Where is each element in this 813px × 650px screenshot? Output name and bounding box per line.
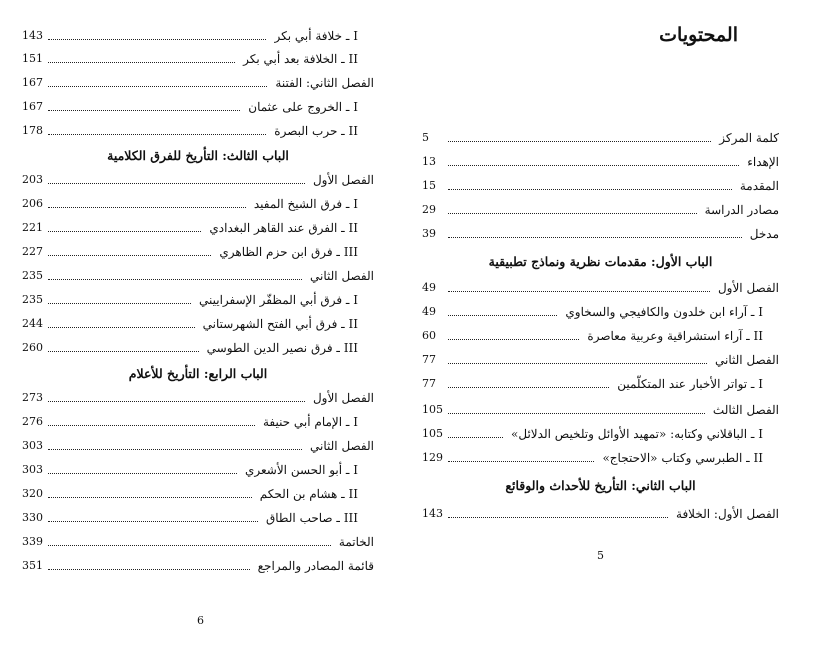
entry-page-number: 13 <box>422 155 436 168</box>
section-heading: الباب الثالث: التأريخ للفرق الكلامية <box>107 148 289 163</box>
dot-leader <box>448 291 710 292</box>
entry-title: II ـ الطبرسي وكتاب «الاحتجاج» <box>602 451 763 465</box>
dot-leader <box>448 413 705 414</box>
entry-page-number: 330 <box>22 511 43 524</box>
section-heading: الباب الأول: مقدمات نظرية ونماذج تطبيقية <box>488 254 713 269</box>
dot-leader <box>48 401 305 402</box>
dot-leader <box>48 134 266 135</box>
toc-entry[interactable] <box>422 502 779 522</box>
entry-title: I ـ فرق الشيخ المفيد <box>253 197 358 211</box>
dot-leader <box>448 165 739 166</box>
toc-entry[interactable] <box>422 348 779 368</box>
entry-title: I ـ فرق أبي المظفّر الإسفراييني <box>199 293 358 307</box>
entry-title: II ـ الفرق عند القاهر البغدادي <box>209 221 358 235</box>
left-page <box>0 0 400 650</box>
entry-title: مصادر الدراسة <box>704 203 779 217</box>
toc-subentry[interactable] <box>22 192 374 212</box>
toc-subentry[interactable] <box>422 372 779 392</box>
dot-leader <box>48 497 252 498</box>
toc-subentry[interactable] <box>22 312 374 332</box>
page-number: 5 <box>597 549 604 562</box>
page-title: المحتويات <box>659 24 738 46</box>
page-number: 6 <box>197 614 204 627</box>
entry-title: III ـ صاحب الطاق <box>265 511 358 525</box>
dot-leader <box>448 339 579 340</box>
toc-subentry[interactable] <box>22 119 374 139</box>
entry-page-number: 39 <box>422 227 436 240</box>
entry-title: الخاتمة <box>338 535 374 549</box>
dot-leader <box>48 39 266 40</box>
entry-title: الفصل الثاني <box>310 269 374 283</box>
entry-title: I ـ الخروج على عثمان <box>248 100 358 114</box>
right-page <box>410 0 813 650</box>
entry-title: المقدمة <box>739 179 779 193</box>
entry-page-number: 129 <box>422 451 443 464</box>
toc-entry[interactable] <box>22 168 374 188</box>
dot-leader <box>448 213 697 214</box>
dot-leader <box>448 437 503 438</box>
toc-entry[interactable] <box>422 276 779 296</box>
entry-page-number: 235 <box>22 269 43 282</box>
dot-leader <box>48 207 246 208</box>
entry-page-number: 167 <box>22 100 43 113</box>
entry-page-number: 339 <box>22 535 43 548</box>
dot-leader <box>448 189 732 190</box>
entry-page-number: 105 <box>422 403 443 416</box>
toc-entry[interactable] <box>422 222 779 242</box>
entry-page-number: 5 <box>422 131 429 144</box>
entry-page-number: 15 <box>422 179 436 192</box>
toc-subentry[interactable] <box>422 324 779 344</box>
entry-page-number: 77 <box>422 353 436 366</box>
entry-page-number: 178 <box>22 124 43 137</box>
entry-page-number: 151 <box>22 52 43 65</box>
toc-subentry[interactable] <box>22 336 374 356</box>
toc-entry[interactable] <box>22 530 374 550</box>
entry-page-number: 276 <box>22 415 43 428</box>
entry-title: I ـ آراء ابن خلدون والكافيجي والسخاوي <box>565 305 763 319</box>
entry-title: كلمة المركز <box>719 131 779 145</box>
toc-subentry[interactable] <box>22 410 374 430</box>
entry-page-number: 351 <box>22 559 43 572</box>
entry-page-number: 260 <box>22 341 43 354</box>
entry-page-number: 227 <box>22 245 43 258</box>
section-heading: الباب الثاني: التأريخ للأحداث والوقائع <box>505 478 696 493</box>
entry-title: III ـ فرق ابن حزم الظاهري <box>219 245 358 259</box>
entry-page-number: 244 <box>22 317 43 330</box>
toc-subentry[interactable] <box>22 47 374 67</box>
entry-title: I ـ الباقلاني وكتابه: «تمهيد الأوائل وتلخيص الدلائل» <box>511 427 763 441</box>
entry-page-number: 29 <box>422 203 436 216</box>
toc-subentry[interactable] <box>22 24 374 44</box>
entry-page-number: 203 <box>22 173 43 186</box>
dot-leader <box>48 521 258 522</box>
dot-leader <box>48 425 255 426</box>
entry-page-number: 77 <box>422 377 436 390</box>
toc-subentry[interactable] <box>422 422 779 442</box>
dot-leader <box>48 473 237 474</box>
entry-title: الفصل الأول <box>312 391 374 405</box>
dot-leader <box>48 183 305 184</box>
toc-subentry[interactable] <box>22 482 374 502</box>
entry-page-number: 105 <box>422 427 443 440</box>
dot-leader <box>48 86 267 87</box>
toc-entry[interactable] <box>422 398 779 418</box>
toc-entry[interactable] <box>422 174 779 194</box>
entry-title: II ـ فرق أبي الفتح الشهرستاني <box>202 317 358 331</box>
entry-page-number: 235 <box>22 293 43 306</box>
entry-title: II ـ حرب البصرة <box>274 124 358 138</box>
toc-entry[interactable] <box>22 434 374 454</box>
dot-leader <box>448 141 711 142</box>
entry-title: II ـ الخلافة بعد أبي بكر <box>243 52 358 66</box>
entry-title: الفصل الثاني <box>715 353 779 367</box>
entry-page-number: 303 <box>22 463 43 476</box>
entry-title: الفصل الأول <box>717 281 779 295</box>
entry-page-number: 320 <box>22 487 43 500</box>
entry-page-number: 49 <box>422 281 436 294</box>
toc-entry[interactable] <box>422 126 779 146</box>
dot-leader <box>48 303 191 304</box>
toc-entry[interactable] <box>422 150 779 170</box>
dot-leader <box>448 387 609 388</box>
toc-subentry[interactable] <box>422 446 779 466</box>
entry-title: الفصل الثاني <box>310 439 374 453</box>
dot-leader <box>48 449 302 450</box>
dot-leader <box>48 327 195 328</box>
dot-leader <box>48 545 331 546</box>
toc-entry[interactable] <box>22 554 374 574</box>
entry-title: الفصل الثاني: الفتنة <box>275 76 374 90</box>
entry-page-number: 167 <box>22 76 43 89</box>
entry-page-number: 143 <box>22 29 43 42</box>
entry-title: I ـ تواتر الأخبار عند المتكلّمين <box>617 377 763 391</box>
dot-leader <box>448 315 557 316</box>
toc-entry[interactable] <box>22 71 374 91</box>
section-heading: الباب الرابع: التأريخ للأعلام <box>128 366 268 381</box>
dot-leader <box>48 231 201 232</box>
entry-title: II ـ هشام بن الحكم <box>259 487 358 501</box>
toc-subentry[interactable] <box>22 458 374 478</box>
entry-title: مدخل <box>749 227 779 241</box>
toc-subentry[interactable] <box>22 216 374 236</box>
entry-title: الفصل الثالث <box>712 403 779 417</box>
entry-page-number: 303 <box>22 439 43 452</box>
dot-leader <box>48 255 211 256</box>
entry-page-number: 221 <box>22 221 43 234</box>
toc-subentry[interactable] <box>22 288 374 308</box>
dot-leader <box>48 351 199 352</box>
entry-page-number: 273 <box>22 391 43 404</box>
entry-title: I ـ خلافة أبي بكر <box>274 29 358 43</box>
entry-title: الإهداء <box>747 155 779 169</box>
dot-leader <box>448 517 668 518</box>
toc-entry[interactable] <box>422 198 779 218</box>
dot-leader <box>448 237 742 238</box>
toc-subentry[interactable] <box>422 300 779 320</box>
toc-subentry[interactable] <box>22 506 374 526</box>
dot-leader <box>48 62 235 63</box>
entry-title: الفصل الأول: الخلافة <box>676 507 779 521</box>
entry-title: I ـ الإمام أبي حنيفة <box>262 415 358 429</box>
entry-page-number: 49 <box>422 305 436 318</box>
toc-subentry[interactable] <box>22 95 374 115</box>
toc-entry[interactable] <box>22 386 374 406</box>
toc-subentry[interactable] <box>22 240 374 260</box>
dot-leader <box>48 110 240 111</box>
entry-page-number: 206 <box>22 197 43 210</box>
entry-title: الفصل الأول <box>312 173 374 187</box>
entry-page-number: 143 <box>422 507 443 520</box>
dot-leader <box>448 363 707 364</box>
entry-page-number: 60 <box>422 329 436 342</box>
entry-title: قائمة المصادر والمراجع <box>257 559 374 573</box>
dot-leader <box>48 279 302 280</box>
toc-entry[interactable] <box>22 264 374 284</box>
dot-leader <box>448 461 594 462</box>
dot-leader <box>48 569 250 570</box>
entry-title: II ـ آراء استشراقية وعربية معاصرة <box>587 329 763 343</box>
entry-title: I ـ أبو الحسن الأشعري <box>244 463 358 477</box>
entry-title: III ـ فرق نصير الدين الطوسي <box>206 341 358 355</box>
